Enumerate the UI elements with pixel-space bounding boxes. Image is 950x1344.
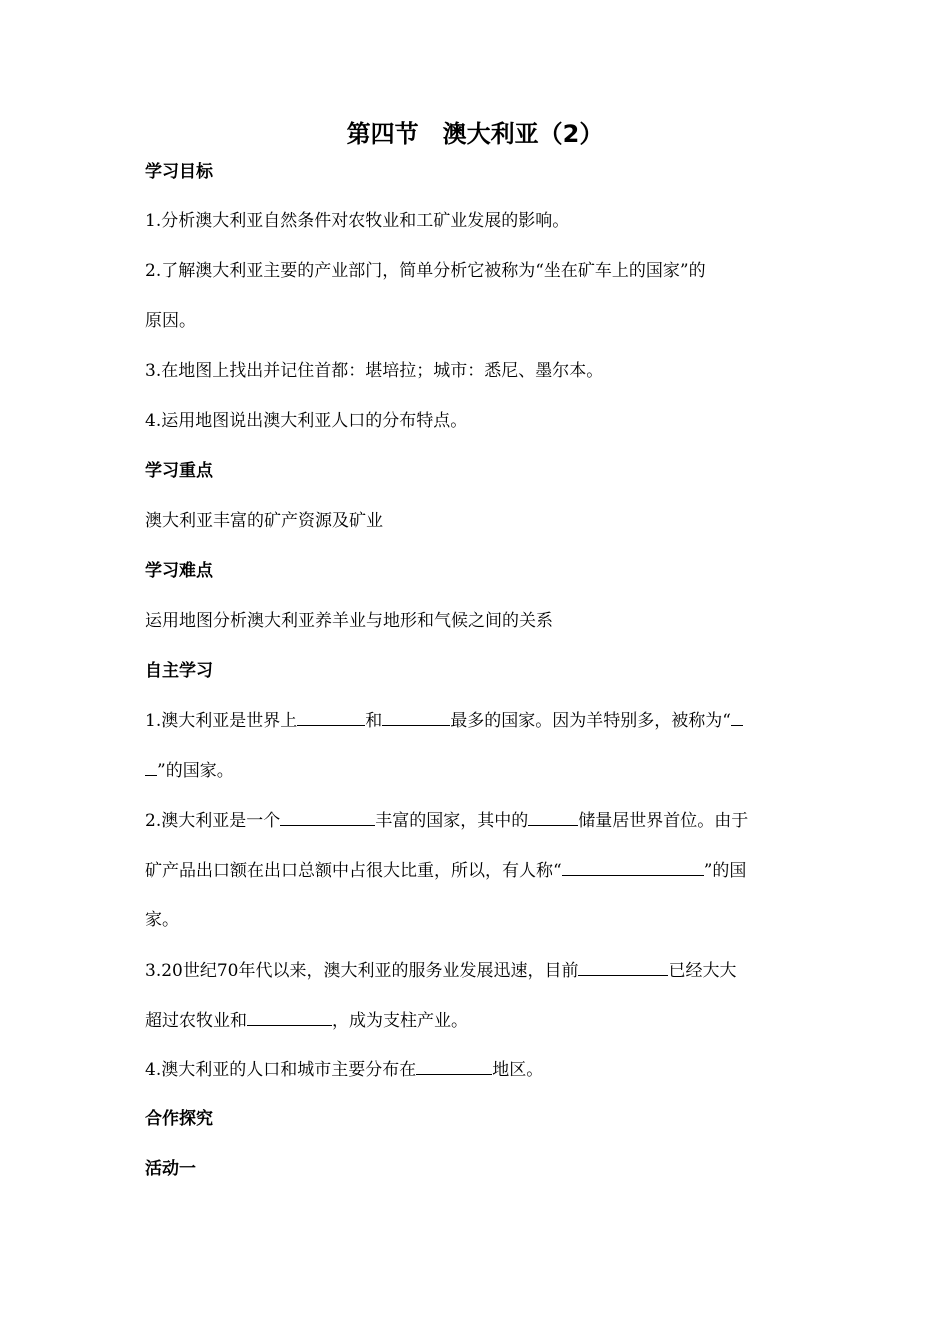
answer-blank[interactable] [562, 857, 704, 876]
objective-item-2: 2.了解澳大利亚主要的产业部门，简单分析它被称为“坐在矿车上的国家”的 [145, 261, 706, 281]
question-text: 储量居世界首位。由于 [578, 811, 749, 831]
question-text: ”的国 [703, 861, 747, 881]
answer-blank[interactable] [731, 707, 743, 726]
self-study-heading: 自主学习 [145, 661, 213, 681]
difficult-points-heading: 学习难点 [145, 561, 213, 581]
answer-blank[interactable] [247, 1007, 332, 1026]
question-text: 和 [365, 711, 383, 731]
question-1 [145, 707, 805, 734]
key-points-text: 澳大利亚丰富的矿产资源及矿业 [145, 511, 383, 531]
question-text: 3.20世纪70年代以来，澳大利亚的服务业发展迅速，目前 [145, 961, 579, 981]
question-text: 最多的国家。因为羊特别多，被称为“ [450, 711, 731, 731]
answer-blank[interactable] [145, 757, 157, 776]
question-text: 1.澳大利亚是世界上 [145, 711, 298, 731]
question-text: 地区。 [492, 1060, 544, 1080]
objective-item-1: 1.分析澳大利亚自然条件对农牧业和工矿业发展的影响。 [145, 211, 570, 231]
answer-blank[interactable] [280, 807, 375, 826]
activity-one-heading: 活动一 [145, 1159, 196, 1179]
question-2-cont [145, 857, 805, 884]
question-2 [145, 807, 805, 834]
question-text: 矿产品出口额在出口总额中占很大比重，所以，有人称“ [145, 861, 562, 881]
question-text: 已经大大 [668, 961, 737, 981]
objective-item-4: 4.运用地图说出澳大利亚人口的分布特点。 [145, 411, 468, 431]
objective-item-2-cont: 原因。 [145, 311, 196, 331]
difficult-points-text: 运用地图分析澳大利亚养羊业与地形和气候之间的关系 [145, 611, 553, 631]
answer-blank[interactable] [382, 707, 450, 726]
question-text: 4.澳大利亚的人口和城市主要分布在 [145, 1060, 417, 1080]
question-3-cont [145, 1007, 805, 1034]
objective-item-3: 3.在地图上找出并记住首都：堪培拉；城市：悉尼、墨尔本。 [145, 361, 604, 381]
answer-blank[interactable] [528, 807, 578, 826]
page-title: 第四节 澳大利亚（2） [346, 120, 604, 148]
answer-blank[interactable] [578, 957, 668, 976]
question-text: 2.澳大利亚是一个 [145, 811, 281, 831]
question-2-end: 家。 [145, 910, 179, 930]
key-points-heading: 学习重点 [145, 461, 213, 481]
question-3 [145, 957, 805, 984]
question-text: ，成为支柱产业。 [332, 1011, 468, 1031]
question-text: 丰富的国家，其中的 [375, 811, 529, 831]
answer-blank[interactable] [416, 1056, 492, 1075]
question-text: ”的国家。 [157, 761, 234, 781]
objectives-heading: 学习目标 [145, 162, 213, 182]
answer-blank[interactable] [297, 707, 365, 726]
question-text: 超过农牧业和 [145, 1011, 247, 1031]
question-4 [145, 1056, 805, 1083]
question-1-cont [145, 757, 805, 784]
cooperation-heading: 合作探究 [145, 1109, 213, 1129]
